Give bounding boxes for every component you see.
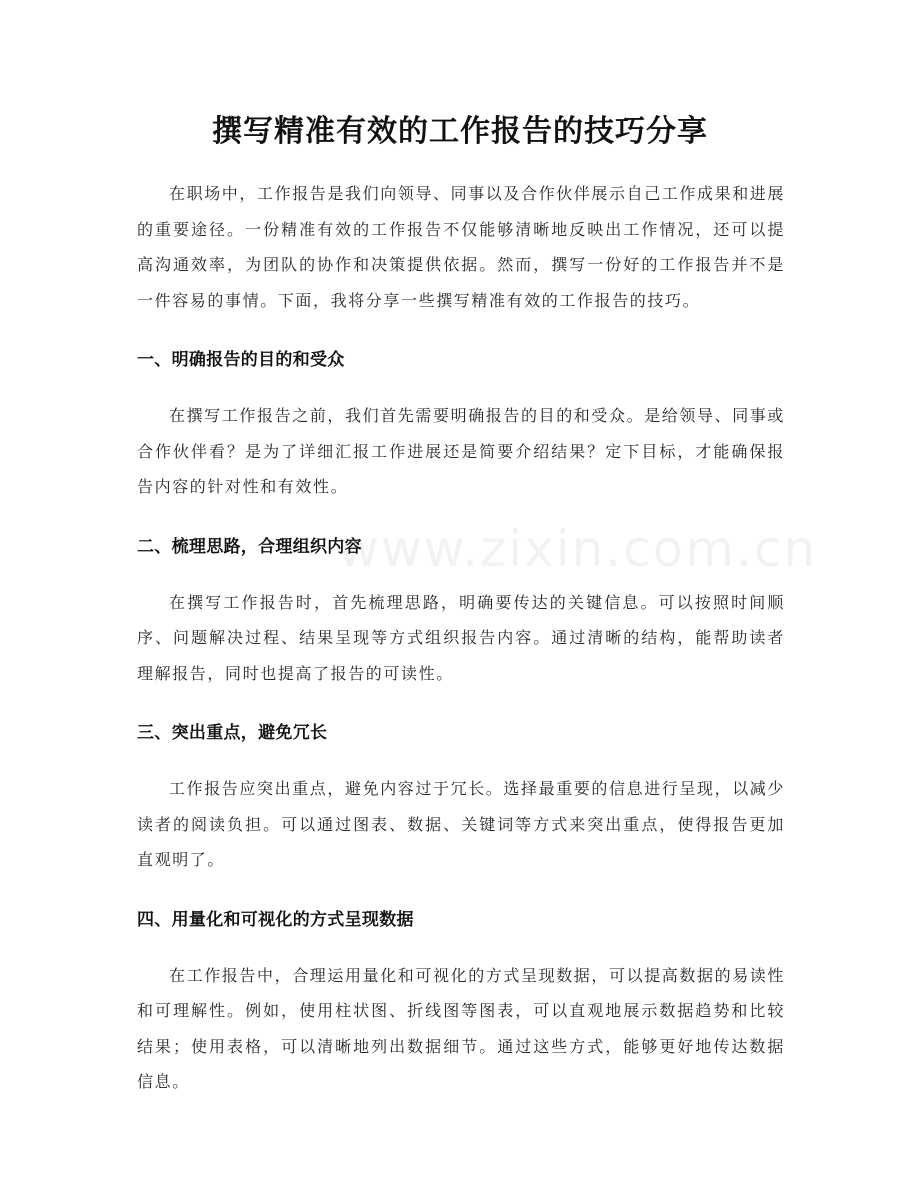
- section-heading-3: 三、突出重点，避免冗长: [137, 723, 328, 743]
- page-title: 撰写精准有效的工作报告的技巧分享: [212, 114, 708, 149]
- section-heading-1: 一、明确报告的目的和受众: [137, 350, 345, 370]
- section-heading-4: 四、用量化和可视化的方式呈现数据: [137, 909, 414, 930]
- section-paragraph-1: 在撰写工作报告之前，我们首先需要明确报告的目的和受众。是给领导、同事或合作伙伴看？是为了详细汇报工作进展还是简要介绍结果？定下目标，才能确保报告内容的针对性和有效性。: [137, 406, 786, 496]
- intro-paragraph: 在职场中，工作报告是我们向领导、同事以及合作伙伴展示自己工作成果和进展的重要途径。一份精准有效的工作报告不仅能够清晰地反映出工作情况，还可以提高沟通效率，为团队的协作和决策提供依据。然而，撰写一份好的工作报告并不是一件容易的事情。下面，我将分享一些撰写精准有效的工作报告的技巧。: [137, 184, 786, 310]
- section-heading-2: 二、梳理思路，合理组织内容: [137, 536, 362, 557]
- section-paragraph-3: 工作报告应突出重点，避免内容过于冗长。选择最重要的信息进行呈现，以减少读者的阅读负担。可以通过图表、数据、关键词等方式来突出重点，使得报告更加直观明了。: [137, 779, 786, 869]
- section-paragraph-4: 在工作报告中，合理运用量化和可视化的方式呈现数据，可以提高数据的易读性和可理解性。例如，使用柱状图、折线图等图表，可以直观地展示数据趋势和比较结果；使用表格，可以清晰地列出数据细节。通过这些方式，能够更好地传达数据信息。: [137, 965, 786, 1091]
- section-paragraph-2: 在撰写工作报告时，首先梳理思路，明确要传达的关键信息。可以按照时间顺序、问题解决过程、结果呈现等方式组织报告内容。通过清晰的结构，能帮助读者理解报告，同时也提高了报告的可读性。: [137, 592, 785, 683]
- document-body: [137, 176, 785, 1100]
- watermark: www.zixin.com.cn: [338, 520, 818, 578]
